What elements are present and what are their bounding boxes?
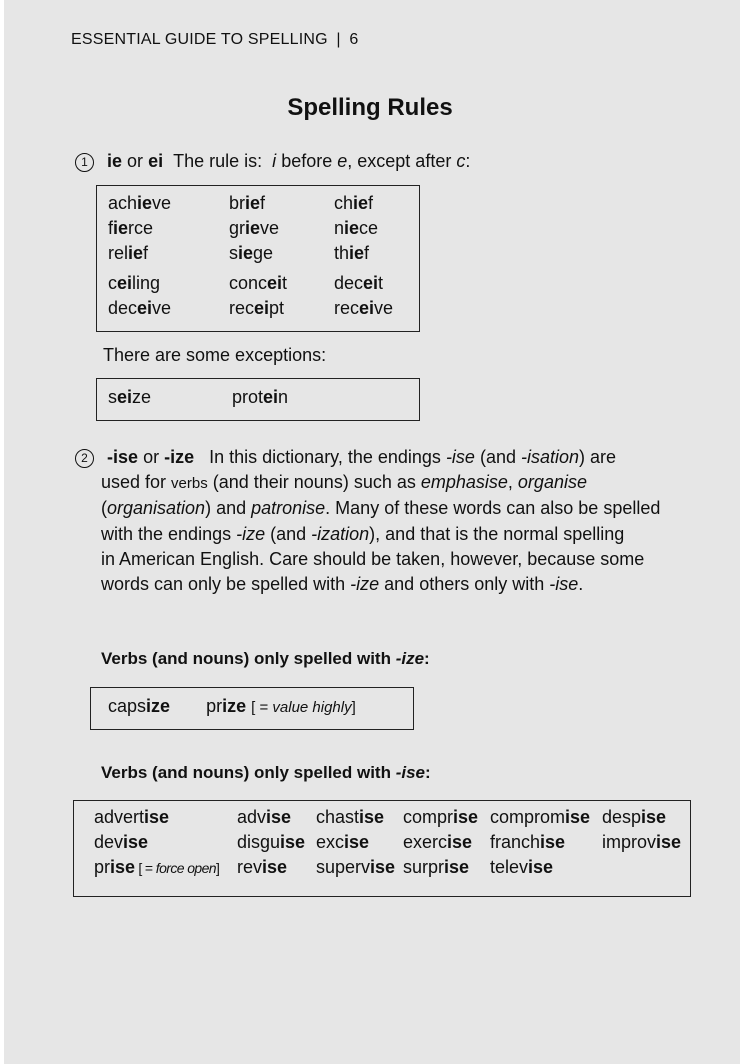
rule-1-c: c [456,151,466,171]
word-supervise: supervise [316,857,396,877]
para-l6a: words can only be spelled with [101,574,351,595]
word-seize: seize [108,387,152,407]
word-receive: receive [334,298,394,318]
word-chief: chief [334,193,374,213]
para-l2b: verbs [171,475,208,492]
para-l2e: , [507,472,518,492]
word-protein: protein [232,387,289,407]
word-devise: devise [94,832,149,852]
word-advertise: advertise [94,807,170,827]
para-l2a: used for [101,472,172,492]
para-l4b: -ize [236,523,266,544]
word-ceiling: ceiling [108,273,161,293]
para-l2f: organise [517,472,587,492]
number-2-icon: 2 [75,449,94,468]
para-line-6 [101,572,660,597]
number-1-icon: 1 [75,153,94,172]
para-l4e: ), and that is the normal spelling [369,523,625,544]
para-l3d: patronise [251,498,326,519]
ize-heading-a: Verbs (and nouns) only spelled with [101,649,396,668]
rule-1-i: i [272,151,277,171]
header-title: ESSENTIAL GUIDE TO SPELLING [71,31,328,48]
prize-note: [ = value highly] [251,699,356,716]
word-capsize: capsize [108,696,171,716]
word-niece: niece [334,218,379,238]
word-achieve: achieve [108,193,172,213]
rule-1-except: , except after [347,151,452,171]
page-title: Spelling Rules [287,94,453,121]
para-l2d: emphasise [420,472,508,492]
para-l1b: -ise [445,447,475,467]
ise-heading-c: : [425,763,431,782]
para-line-4 [101,522,660,547]
word-conceit: conceit [229,273,288,293]
word-franchise: franchise [490,832,566,852]
para-l1e: ) are [579,447,617,467]
rule-1-colon: : [465,151,471,171]
word-fierce: fierce [108,218,154,238]
ize-heading [101,649,430,669]
ize-heading-c: : [424,649,430,668]
word-excise: excise [316,832,370,852]
para-l3a: ( [101,498,107,519]
word-deceive: deceive [108,298,172,318]
para-l6e: . [578,574,584,595]
para-l3b: organisation [107,498,206,519]
rule-1-or: or [127,151,144,171]
para-l6b: -ize [350,574,380,595]
para-l6c: and others only with [379,574,550,595]
rule-1-heading [75,151,470,172]
word-despise: despise [602,807,667,827]
prise-note: [ = force open] [135,860,220,876]
ise-heading-b: -ise [395,763,425,782]
para-l1a: In this dictionary, the endings [209,447,446,467]
word-compromise: compromise [490,807,591,827]
para-l2c: (and their nouns) such as [207,472,421,492]
word-advise: advise [237,807,292,827]
word-chastise: chastise [316,807,385,827]
para-line-5: in American English. Care should be taken, however, because some [101,548,645,569]
word-relief: relief [108,243,149,263]
para-l4d: -ization [311,523,370,544]
word-surprise: surprise [403,857,470,877]
word-prize: prize [206,696,247,716]
rule-2-term-ize: -ize [164,447,195,467]
word-improvise: improvise [602,832,682,852]
ise-heading [101,763,431,783]
para-l3e: . Many of these words can also be spelled [325,498,661,519]
word-receipt: receipt [229,298,285,318]
word-revise: revise [237,857,288,877]
rule-1-before: before [281,151,333,171]
ize-words [108,696,356,717]
rule-1-intro: The rule is: [173,151,263,171]
word-comprise: comprise [403,807,479,827]
exceptions-label: There are some exceptions: [103,345,327,365]
running-header [71,31,359,49]
rule-1-e: e [337,151,348,171]
para-line-2 [101,470,660,496]
para-l4a: with the endings [101,523,237,544]
word-exercise: exercise [403,832,473,852]
rule-2-paragraph [101,470,660,597]
word-disguise: disguise [237,832,306,852]
para-line-3 [101,496,660,521]
para-l1c: (and [474,447,521,467]
word-prise: prise [ = force open] [94,857,220,877]
ise-heading-a: Verbs (and nouns) only spelled with [101,763,396,782]
word-televise: televise [490,857,554,877]
rule-1-term-ei: ei [148,151,164,171]
para-l4c: (and [265,523,312,544]
ize-heading-b: -ize [395,649,425,668]
rule-1-term-ie: ie [107,151,123,171]
rule-2-heading [75,447,616,468]
para-l6d: -ise [549,574,579,595]
para-l1d: -isation [520,447,580,467]
para-l3c: ) and [205,498,252,519]
word-thief: thief [334,243,370,263]
word-grieve: grieve [229,218,280,238]
word-siege: siege [229,243,274,263]
rule-2-or: or [143,447,160,467]
page-number: 6 [349,31,359,48]
word-deceit: deceit [334,273,384,293]
rule-2-term-ise: -ise [107,447,139,467]
header-separator: | [336,31,341,48]
word-brief: brief [229,193,266,213]
